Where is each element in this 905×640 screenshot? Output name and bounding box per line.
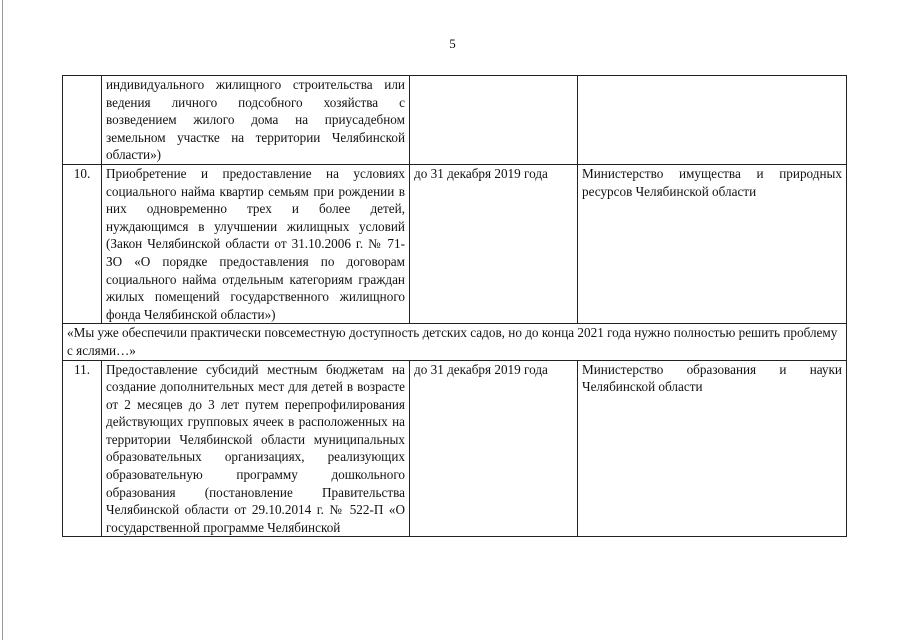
- row-number: 10.: [63, 164, 102, 323]
- row-description: индивидуального жилищного строительства или ведения личного подсобного хозяйства с возведением жилого дома на приусадебном земельном участке на территории Челябинской области»): [102, 76, 410, 165]
- table-row: [63, 164, 847, 323]
- page-edge-line: [2, 0, 3, 640]
- row-deadline: до 31 декабря 2019 года: [410, 164, 578, 323]
- row-description: Приобретение и предоставление на условиях социального найма квартир семьям при рождении в них одновременно трех и более детей, нуждающимся в улучшении жилищных условий (Закон Челябинской области от 31.10.2006 г. № 71-ЗО «О порядке предоставления по договорам социального найма отдельным категориям граждан жилых помещений государственного жилищного фонда Челябинской области»): [102, 164, 410, 323]
- row-responsible: Министерство образования и науки Челябинской области: [578, 360, 847, 537]
- table-row: [63, 360, 847, 537]
- page-number: 5: [449, 36, 456, 51]
- row-number: 11.: [63, 360, 102, 537]
- table-row: [63, 76, 847, 165]
- row-number: [63, 76, 102, 165]
- row-description: Предоставление субсидий местным бюджетам на создание дополнительных мест для детей в возрасте от 2 месяцев до 3 лет путем перепрофилирования действующих групповых ячеек в расположенных на территории Челябинской области муниципальных образовательных организациях, реализующих образовательную программу дошкольного образования (постановление Правительства Челябинской области от 29.10.2014 г. № 522-П «О государственной программе Челябинской: [102, 360, 410, 537]
- row-responsible: Министерство имущества и природных ресурсов Челябинской области: [578, 164, 847, 323]
- row-deadline: [410, 76, 578, 165]
- quote-row: [63, 324, 847, 360]
- quote-text: «Мы уже обеспечили практически повсеместную доступность детских садов, но до конца 2021 года нужно полностью решить проблему с яслями…»: [63, 324, 847, 360]
- row-deadline: до 31 декабря 2019 года: [410, 360, 578, 537]
- measures-table: [62, 75, 847, 537]
- row-responsible: [578, 76, 847, 165]
